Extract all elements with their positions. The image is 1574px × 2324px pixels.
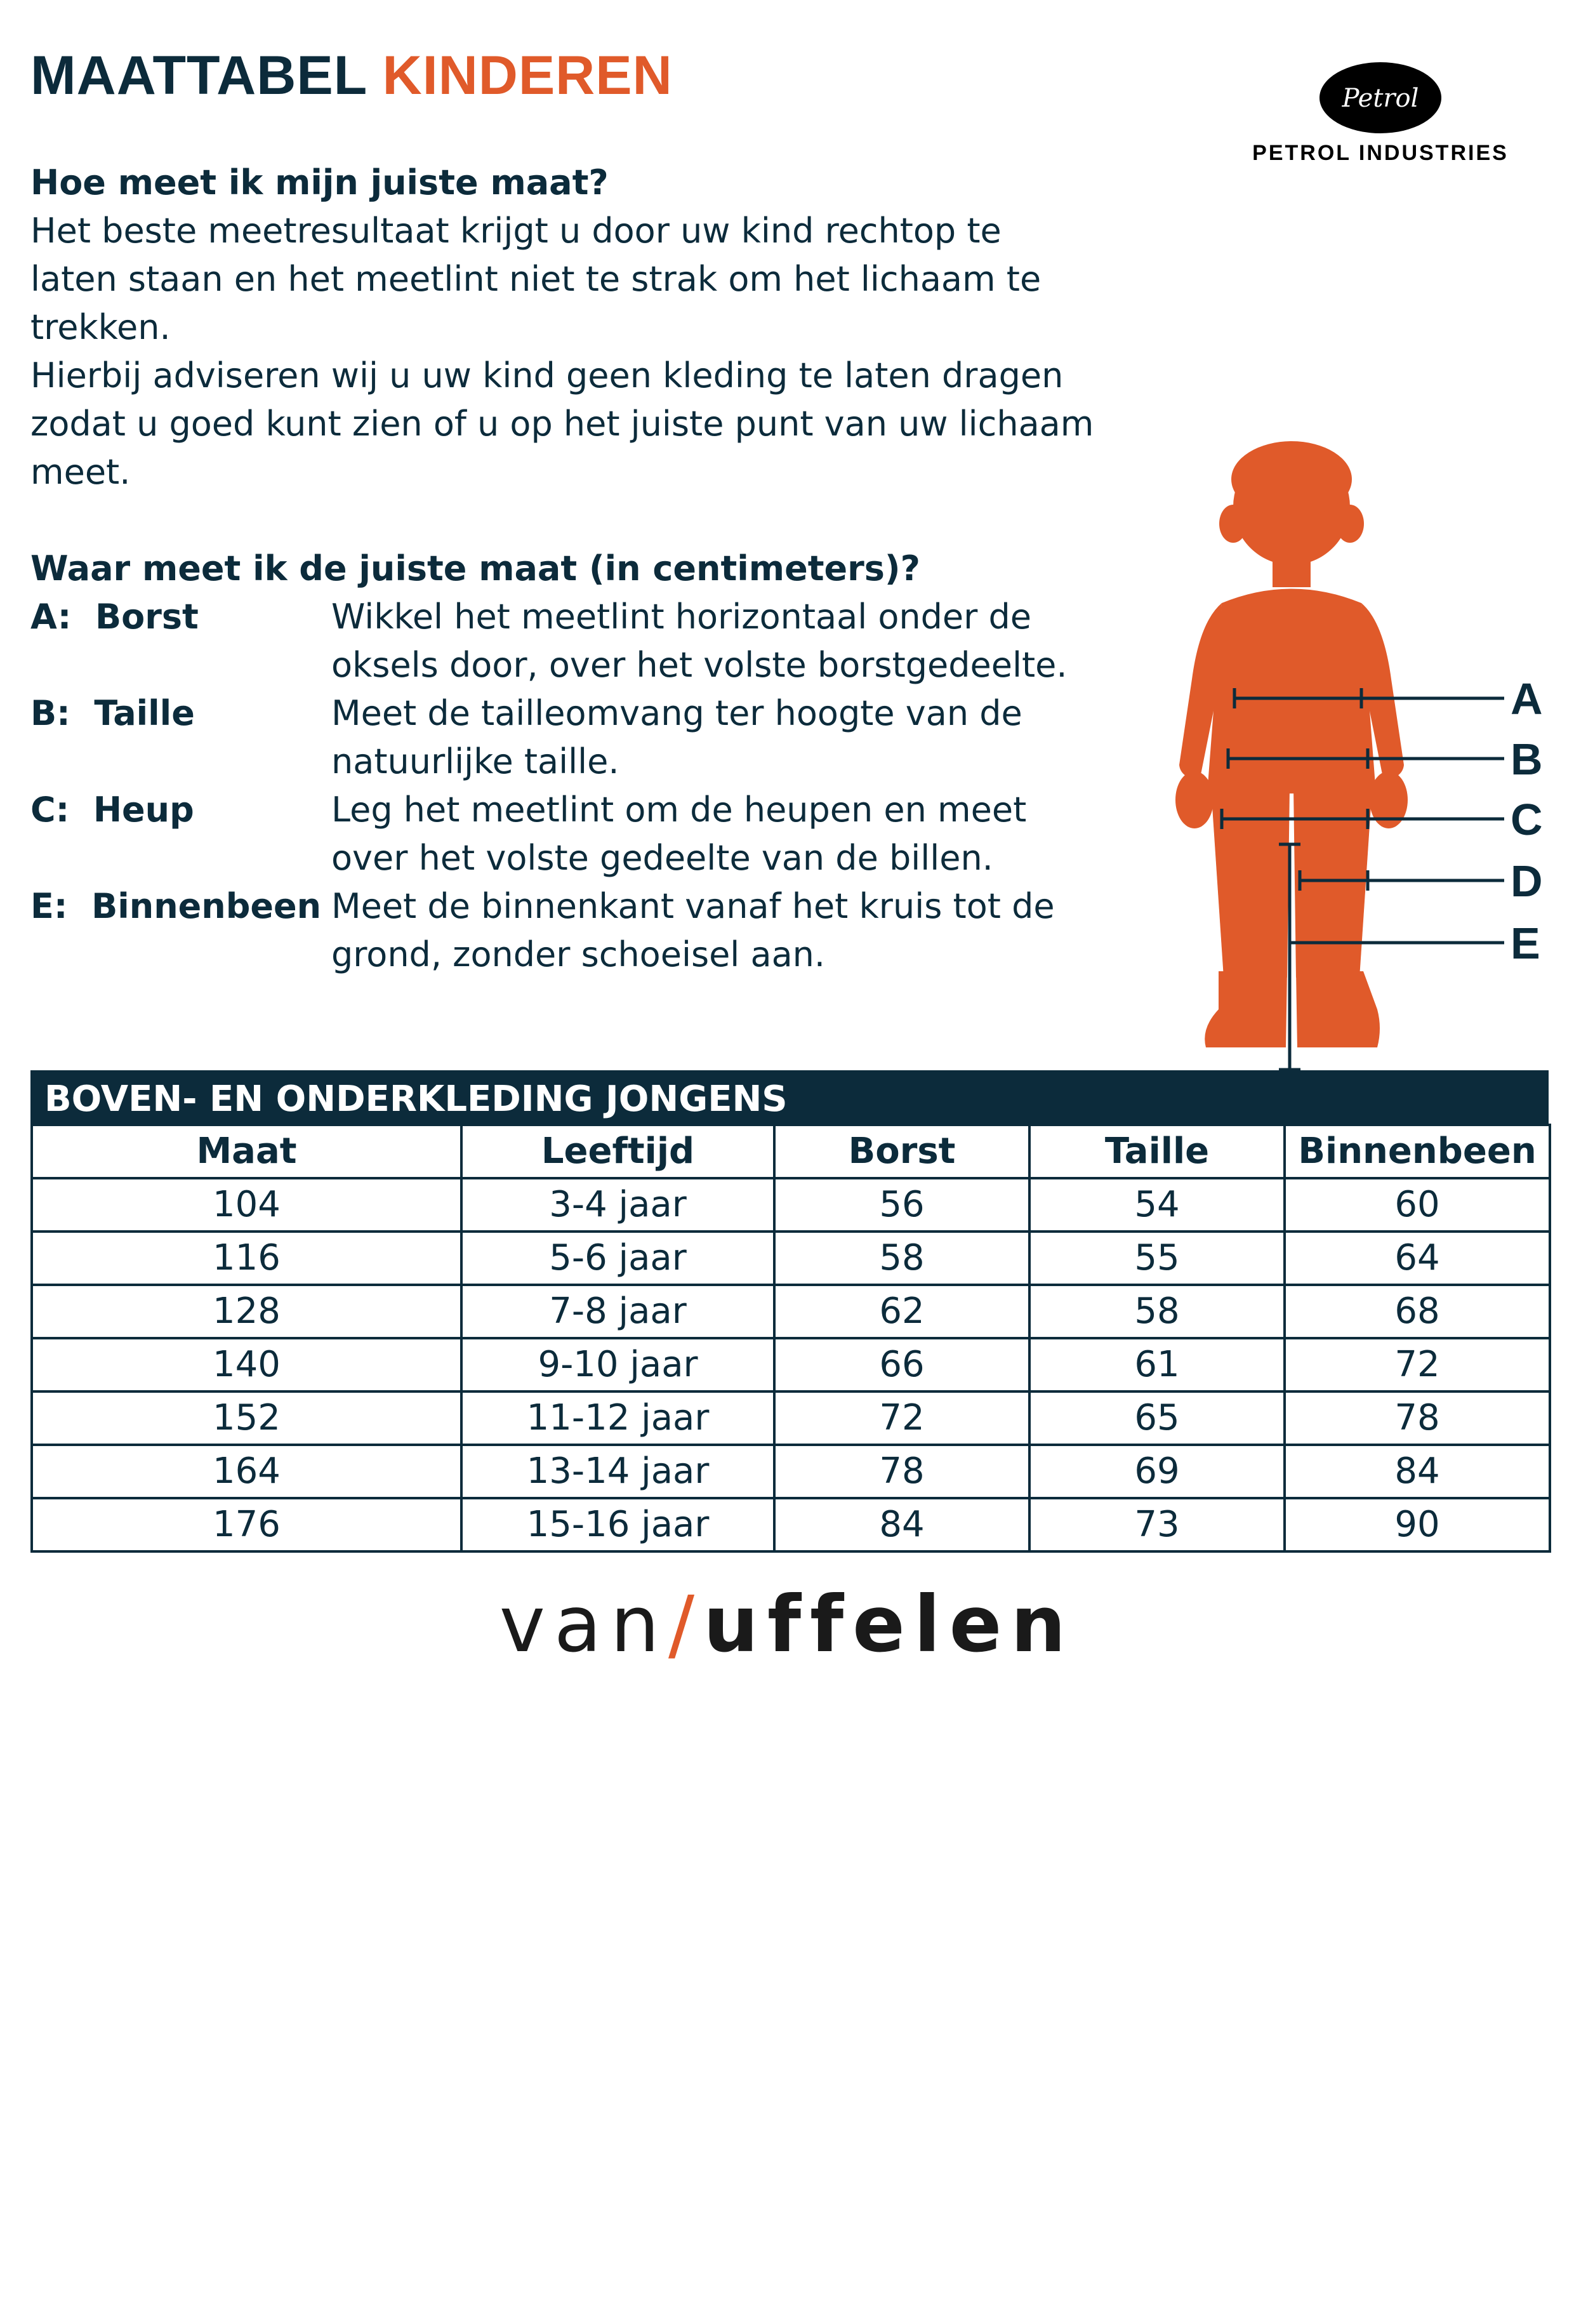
cell-maat: 128 <box>32 1285 461 1338</box>
title-part-2: KINDEREN <box>382 45 673 106</box>
cell-borst: 62 <box>774 1285 1029 1338</box>
definition-line: over het volste gedeelte van de billen. <box>331 838 993 878</box>
cell-taille: 54 <box>1029 1178 1285 1232</box>
cell-maat: 164 <box>32 1445 461 1498</box>
page-title <box>30 44 673 107</box>
definition-key: A: Borst <box>30 597 199 637</box>
definition-line: Meet de binnenkant vanaf het kruis tot de <box>331 886 1055 926</box>
definition-text <box>331 882 1147 979</box>
table-row <box>32 1178 1550 1232</box>
cell-maat: 116 <box>32 1232 461 1285</box>
cell-maat: 140 <box>32 1338 461 1391</box>
cell-taille: 69 <box>1029 1445 1285 1498</box>
figure-label-b: B <box>1511 734 1543 784</box>
table-row <box>32 1338 1550 1391</box>
cell-taille: 55 <box>1029 1232 1285 1285</box>
figure-label-e: E <box>1511 919 1540 968</box>
definition-text <box>331 689 1147 786</box>
intro-question: Hoe meet ik mijn juiste maat? <box>30 163 609 203</box>
cell-leeftijd: 11-12 jaar <box>461 1391 774 1445</box>
cell-binnenbeen: 72 <box>1285 1338 1550 1391</box>
cell-taille: 61 <box>1029 1338 1285 1391</box>
cell-taille: 65 <box>1029 1391 1285 1445</box>
cell-binnenbeen: 90 <box>1285 1498 1550 1551</box>
size-table-caption: BOVEN- EN ONDERKLEDING JONGENS <box>30 1070 1549 1124</box>
cell-binnenbeen: 84 <box>1285 1445 1550 1498</box>
cell-binnenbeen: 78 <box>1285 1391 1550 1445</box>
definition-binnenbeen <box>30 882 1147 979</box>
child-measurement-figure <box>1142 413 1549 1079</box>
cell-borst: 84 <box>774 1498 1029 1551</box>
cell-leeftijd: 7-8 jaar <box>461 1285 774 1338</box>
cell-leeftijd: 15-16 jaar <box>461 1498 774 1551</box>
figure-label-d: D <box>1511 856 1543 906</box>
definition-text <box>331 786 1147 882</box>
intro-line: meet. <box>30 452 131 492</box>
definition-line: Wikkel het meetlint horizontaal onder de <box>331 597 1032 637</box>
intro-line: Het beste meetresultaat krijgt u door uw kind rechtop te <box>30 211 1002 251</box>
footer-logo-slash: / <box>668 1579 704 1670</box>
cell-borst: 72 <box>774 1391 1029 1445</box>
intro-section <box>30 159 1141 496</box>
measurement-definitions <box>30 545 1147 979</box>
petrol-industries-logo <box>1225 60 1536 174</box>
table-header-row <box>32 1125 1550 1178</box>
definition-key: E: Binnenbeen <box>30 886 322 926</box>
table-row <box>32 1391 1550 1445</box>
table-row <box>32 1285 1550 1338</box>
table-row <box>32 1232 1550 1285</box>
cell-binnenbeen: 64 <box>1285 1232 1550 1285</box>
definition-line: Meet de tailleomvang ter hoogte van de <box>331 693 1022 733</box>
table-row <box>32 1445 1550 1498</box>
child-silhouette-icon <box>1142 413 1549 1079</box>
van-uffelen-logo <box>0 1579 1574 1670</box>
header-binnenbeen: Binnenbeen <box>1285 1125 1550 1178</box>
figure-label-c: C <box>1511 795 1543 844</box>
title-part-1: MAATTABEL <box>30 45 367 106</box>
cell-leeftijd: 5-6 jaar <box>461 1232 774 1285</box>
cell-borst: 56 <box>774 1178 1029 1232</box>
cell-leeftijd: 9-10 jaar <box>461 1338 774 1391</box>
logo-brand-text: PETROL INDUSTRIES <box>1252 141 1509 165</box>
cell-leeftijd: 3-4 jaar <box>461 1178 774 1232</box>
definition-line: natuurlijke taille. <box>331 741 619 781</box>
definition-heup <box>30 786 1147 882</box>
cell-taille: 58 <box>1029 1285 1285 1338</box>
definition-borst <box>30 593 1147 689</box>
definition-taille <box>30 689 1147 786</box>
header-leeftijd: Leeftijd <box>461 1125 774 1178</box>
intro-line: Hierbij adviseren wij u uw kind geen kleding te laten dragen <box>30 355 1064 395</box>
intro-line: trekken. <box>30 307 171 347</box>
petrol-logo-script: Petrol <box>1342 84 1419 113</box>
cell-maat: 176 <box>32 1498 461 1551</box>
cell-binnenbeen: 60 <box>1285 1178 1550 1232</box>
header-maat: Maat <box>32 1125 461 1178</box>
cell-maat: 104 <box>32 1178 461 1232</box>
definition-line: oksels door, over het volste borstgedeelte. <box>331 645 1068 685</box>
cell-borst: 66 <box>774 1338 1029 1391</box>
definition-key: C: Heup <box>30 790 194 830</box>
definition-key: B: Taille <box>30 693 195 733</box>
cell-leeftijd: 13-14 jaar <box>461 1445 774 1498</box>
definitions-question: Waar meet ik de juiste maat (in centimeters)? <box>30 548 920 588</box>
definition-line: Leg het meetlint om de heupen en meet <box>331 790 1027 830</box>
cell-borst: 78 <box>774 1445 1029 1498</box>
footer-logo-part-2: uffelen <box>703 1579 1075 1670</box>
header-borst: Borst <box>774 1125 1029 1178</box>
header-taille: Taille <box>1029 1125 1285 1178</box>
cell-binnenbeen: 68 <box>1285 1285 1550 1338</box>
intro-line: zodat u goed kunt zien of u op het juiste punt van uw lichaam <box>30 404 1094 444</box>
intro-line: laten staan en het meetlint niet te strak om het lichaam te <box>30 259 1042 299</box>
cell-maat: 152 <box>32 1391 461 1445</box>
size-table <box>30 1070 1549 1553</box>
table-row <box>32 1498 1550 1551</box>
definition-text <box>331 593 1147 689</box>
definition-line: grond, zonder schoeisel aan. <box>331 934 826 974</box>
footer-logo-part-1: van <box>499 1579 668 1670</box>
figure-label-a: A <box>1511 674 1543 724</box>
petrol-logo-icon <box>1317 60 1444 136</box>
size-table-grid <box>30 1124 1551 1553</box>
cell-borst: 58 <box>774 1232 1029 1285</box>
cell-taille: 73 <box>1029 1498 1285 1551</box>
